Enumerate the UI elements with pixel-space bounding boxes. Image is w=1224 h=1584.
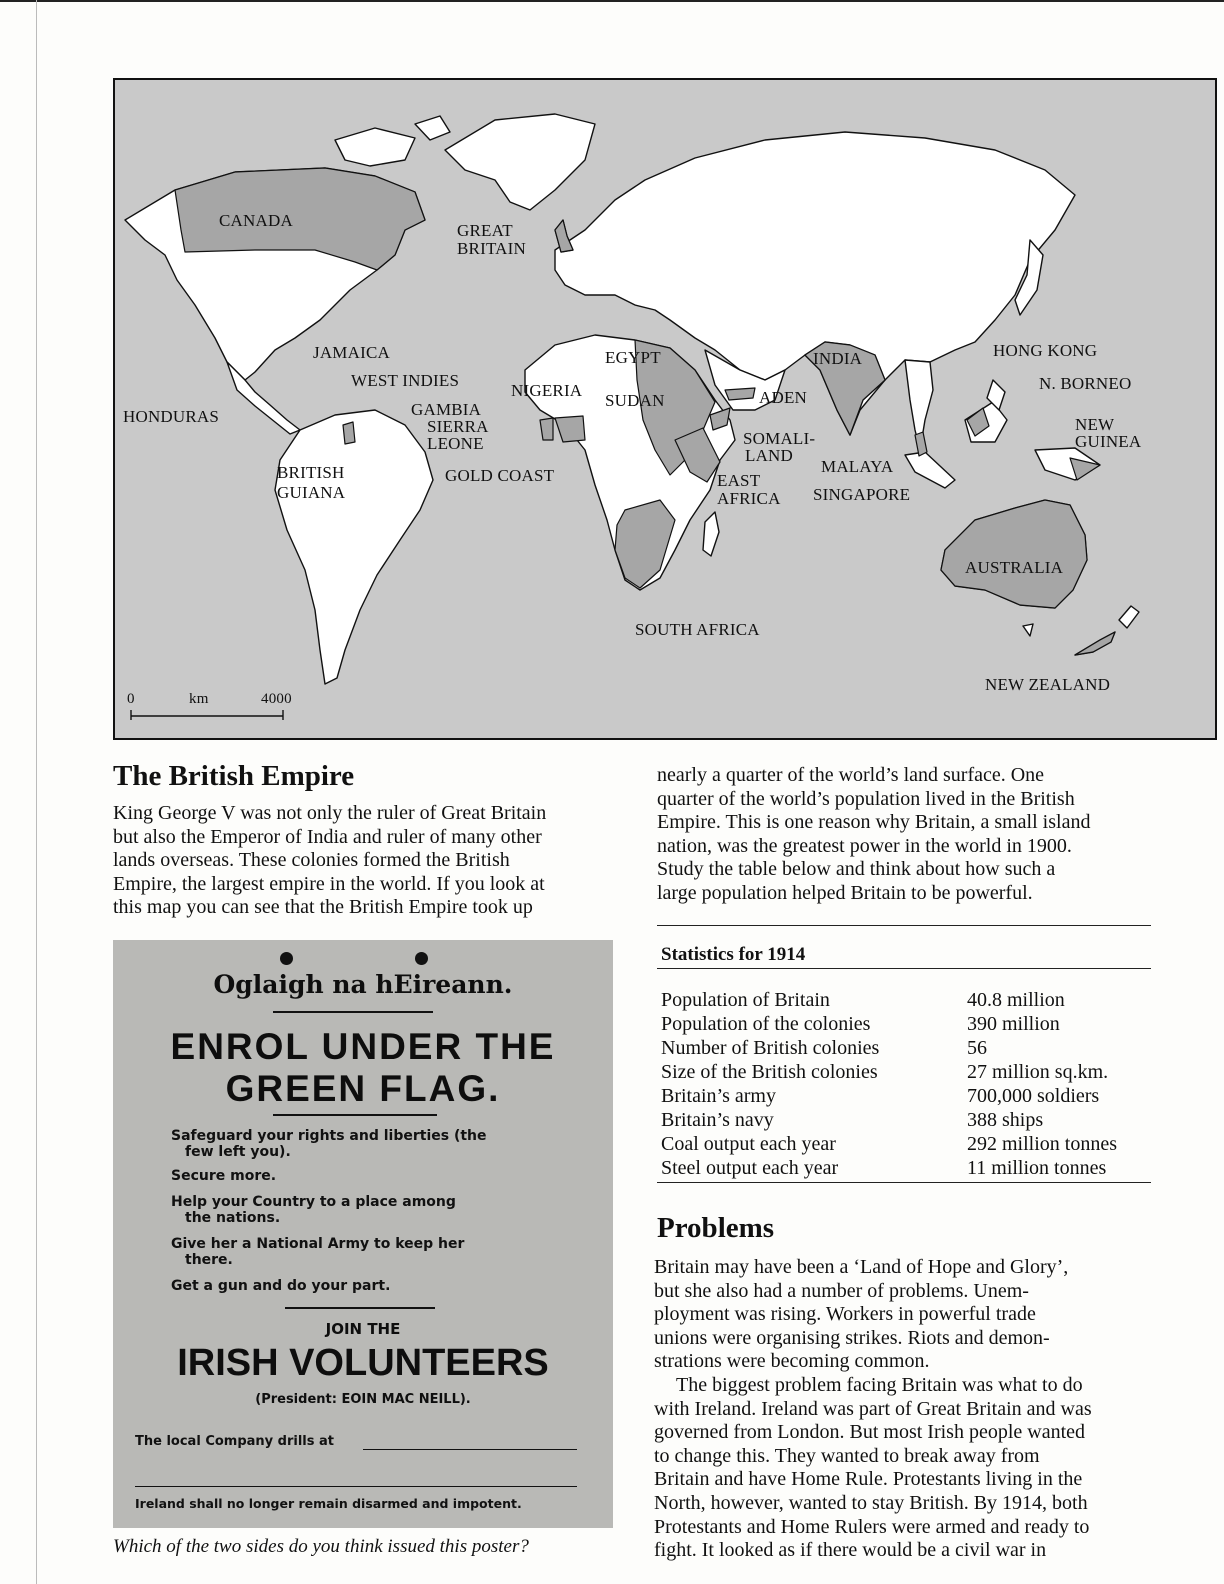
stat-label: Population of the colonies	[661, 1013, 871, 1035]
label-canada: CANADA	[219, 211, 293, 230]
table-row	[661, 1084, 1117, 1108]
text-line: but she also had a number of problems. Unem-	[654, 1279, 1029, 1302]
poster-bullet	[171, 1168, 571, 1184]
label-british-guiana-1: BRITISH	[277, 463, 345, 482]
poster-bullet-line: few left you).	[185, 1144, 291, 1160]
scale-unit: km	[189, 691, 209, 707]
label-egypt: EGYPT	[605, 348, 661, 367]
poster-bullet-line: Help your Country to a place among	[171, 1194, 456, 1210]
text-line: strations were becoming common.	[654, 1350, 930, 1373]
label-nigeria: NIGERIA	[511, 381, 583, 400]
text-line: large population helped Britain to be powerful.	[657, 881, 1033, 904]
stat-value: 390 million	[967, 1013, 1060, 1035]
stat-value: 40.8 million	[967, 989, 1065, 1011]
poster-bullet	[171, 1236, 571, 1268]
poster-rule	[273, 1114, 437, 1116]
text-line: Empire. This is one reason why Britain, a small island	[657, 811, 1091, 834]
text-line: Britain and have Home Rule. Protestants living in the	[654, 1468, 1083, 1491]
arctic-islands	[335, 128, 415, 166]
stat-label: Steel output each year	[661, 1157, 839, 1179]
stats-caption-rule	[657, 968, 1151, 969]
poster-footer: Ireland shall no longer remain disarmed and impotent.	[135, 1496, 522, 1511]
poster-bullet	[171, 1128, 571, 1160]
poster-rule	[285, 1307, 435, 1309]
label-great-britain-2: BRITAIN	[457, 239, 526, 258]
table-row	[661, 988, 1117, 1012]
stat-label: Population of Britain	[661, 989, 830, 1011]
page-top-edge	[0, 0, 1224, 2]
stat-label: Britain’s navy	[661, 1109, 774, 1131]
label-great-britain-1: GREAT	[457, 221, 513, 240]
label-honduras: HONDURAS	[123, 407, 220, 426]
label-south-africa: SOUTH AFRICA	[635, 620, 760, 639]
label-somaliland-2: LAND	[745, 446, 794, 465]
table-row	[661, 1108, 1117, 1132]
text-line: to change this. They wanted to break away from	[654, 1444, 1040, 1467]
text-line: governed from London. But most Irish people wanted	[654, 1421, 1086, 1444]
text-line: quarter of the world’s population lived in the British	[657, 787, 1075, 810]
label-east-africa-2: AFRICA	[717, 489, 781, 508]
malaya-territory	[915, 432, 927, 456]
stat-value: 292 million tonnes	[967, 1133, 1117, 1155]
label-hong-kong: HONG KONG	[993, 341, 1098, 360]
text-line: nearly a quarter of the world’s land surface. One	[657, 764, 1045, 786]
poster-drills: The local Company drills at	[135, 1434, 334, 1449]
aden-territory	[725, 388, 755, 400]
poster-caption: Which of the two sides do you think issued this poster?	[113, 1536, 529, 1557]
text-line: ployment was rising. Workers in powerful trade	[654, 1303, 1036, 1326]
poster-bullet-line: Secure more.	[171, 1168, 277, 1184]
label-n-borneo: N. BORNEO	[1039, 374, 1132, 393]
poster-bullet-line: Get a gun and do your part.	[171, 1278, 391, 1294]
stats-top-rule	[657, 925, 1151, 926]
madagascar-landmass	[703, 512, 719, 556]
text-line: nation, was the greatest power in the world in 1900.	[657, 834, 1072, 857]
text-line: Britain may have been a ‘Land of Hope and Glory’,	[654, 1256, 1069, 1278]
great-britain-territory	[555, 220, 573, 252]
poster-headline-2: GREEN FLAG.	[225, 1068, 501, 1109]
label-leone: LEONE	[427, 434, 484, 453]
empire-text-right	[657, 764, 1150, 906]
stats-table	[661, 988, 1117, 1180]
text-line: Protestants and Home Rulers were armed and ready to	[654, 1515, 1090, 1538]
label-malaya: MALAYA	[821, 457, 894, 476]
label-gold-coast: GOLD COAST	[445, 466, 555, 485]
poster-bullet-line: Give her a National Army to keep her	[171, 1236, 465, 1252]
label-aden: ADEN	[759, 388, 808, 407]
label-west-indies: WEST INDIES	[351, 371, 460, 390]
table-row	[661, 1036, 1117, 1060]
poster-president: (President: EOIN MAC NEILL).	[255, 1392, 471, 1407]
text-line: but also the Emperor of India and ruler of many other	[113, 825, 542, 848]
new-zealand-territory	[1075, 632, 1115, 655]
australia-territory	[941, 500, 1087, 608]
stat-value: 388 ships	[967, 1109, 1044, 1131]
table-row	[661, 1012, 1117, 1036]
label-india: INDIA	[813, 349, 863, 368]
stat-label: Coal output each year	[661, 1133, 836, 1155]
table-row	[661, 1156, 1117, 1180]
stat-label: Number of British colonies	[661, 1037, 880, 1059]
section-title-british-empire: The British Empire	[113, 760, 355, 792]
scale-zero: 0	[127, 691, 135, 707]
poster-dot	[280, 952, 293, 965]
stat-value: 700,000 soldiers	[967, 1085, 1100, 1107]
stats-caption: Statistics for 1914	[661, 944, 806, 965]
text-line: North, however, wanted to stay British. By 1914, both	[654, 1491, 1088, 1514]
text-line: King George V was not only the ruler of Great Britain	[113, 802, 547, 824]
label-new-guinea-1: NEW	[1075, 415, 1115, 434]
empire-map	[113, 78, 1217, 740]
stat-value: 56	[967, 1037, 987, 1059]
map-scale-bar	[131, 710, 283, 720]
label-british-guiana-2: GUIANA	[277, 483, 346, 502]
world-map-svg	[115, 80, 1217, 740]
volunteers-poster	[113, 940, 613, 1528]
poster-bullet-line: the nations.	[185, 1210, 281, 1226]
south-africa-territory	[615, 500, 675, 588]
scale-max: 4000	[261, 691, 292, 707]
text-line: unions were organising strikes. Riots and demon-	[654, 1326, 1050, 1349]
british-guiana-territory	[343, 422, 355, 444]
greenland-landmass	[445, 114, 595, 210]
label-australia: AUSTRALIA	[965, 558, 1064, 577]
text-line: The biggest problem facing Britain was what to do	[676, 1373, 1083, 1396]
poster-dot	[415, 952, 428, 965]
poster-bullet-line: Safeguard your rights and liberties (the	[171, 1128, 487, 1144]
gold-coast-territory	[540, 418, 553, 440]
label-singapore: SINGAPORE	[813, 485, 911, 504]
nigeria-territory	[555, 416, 585, 442]
text-line: this map you can see that the British Empire took up	[113, 896, 533, 919]
poster-rule	[273, 1011, 433, 1013]
poster-headline-1: ENROL UNDER THE	[170, 1026, 556, 1067]
page-left-edge	[36, 0, 37, 1584]
poster-bullet	[171, 1278, 571, 1294]
table-row	[661, 1060, 1117, 1084]
text-line: Study the table below and think about how such a	[657, 858, 1056, 881]
poster-volunteers: IRISH VOLUNTEERS	[177, 1342, 549, 1384]
text-line: Empire, the largest empire in the world. If you look at	[113, 872, 545, 895]
table-row	[661, 1132, 1117, 1156]
empire-text-left	[113, 802, 604, 920]
problems-text	[654, 1256, 1148, 1563]
label-sudan: SUDAN	[605, 391, 665, 410]
label-new-guinea-2: GUINEA	[1075, 432, 1142, 451]
label-new-zealand: NEW ZEALAND	[985, 675, 1111, 694]
poster-join: JOIN THE	[325, 1320, 401, 1338]
stat-value: 27 million sq.km.	[967, 1061, 1109, 1083]
label-somaliland-1: SOMALI-	[743, 429, 816, 448]
poster-bullet-line: there.	[185, 1252, 233, 1268]
stats-bottom-rule	[657, 1182, 1151, 1183]
poster-blank-line	[135, 1486, 577, 1487]
text-line: fight. It looked as if there would be a civil war in	[654, 1539, 1047, 1562]
section-title-problems: Problems	[657, 1212, 775, 1244]
poster-org: Oglaigh na hEireann.	[213, 970, 513, 999]
poster-bullet	[171, 1194, 571, 1226]
text-line: lands overseas. These colonies formed the British	[113, 849, 510, 872]
stat-value: 11 million tonnes	[967, 1157, 1107, 1179]
text-line: with Ireland. Ireland was part of Great Britain and was	[654, 1397, 1092, 1420]
sumatra-landmass	[905, 452, 955, 488]
label-sierra: SIERRA	[427, 417, 489, 436]
label-gambia: GAMBIA	[411, 400, 482, 419]
stat-label: Britain’s army	[661, 1085, 776, 1107]
label-jamaica: JAMAICA	[313, 343, 390, 362]
stat-label: Size of the British colonies	[661, 1061, 878, 1083]
label-east-africa-1: EAST	[717, 471, 761, 490]
central-america-landmass	[227, 362, 300, 434]
south-america-landmass	[275, 410, 433, 684]
poster-blank-line	[363, 1449, 577, 1450]
